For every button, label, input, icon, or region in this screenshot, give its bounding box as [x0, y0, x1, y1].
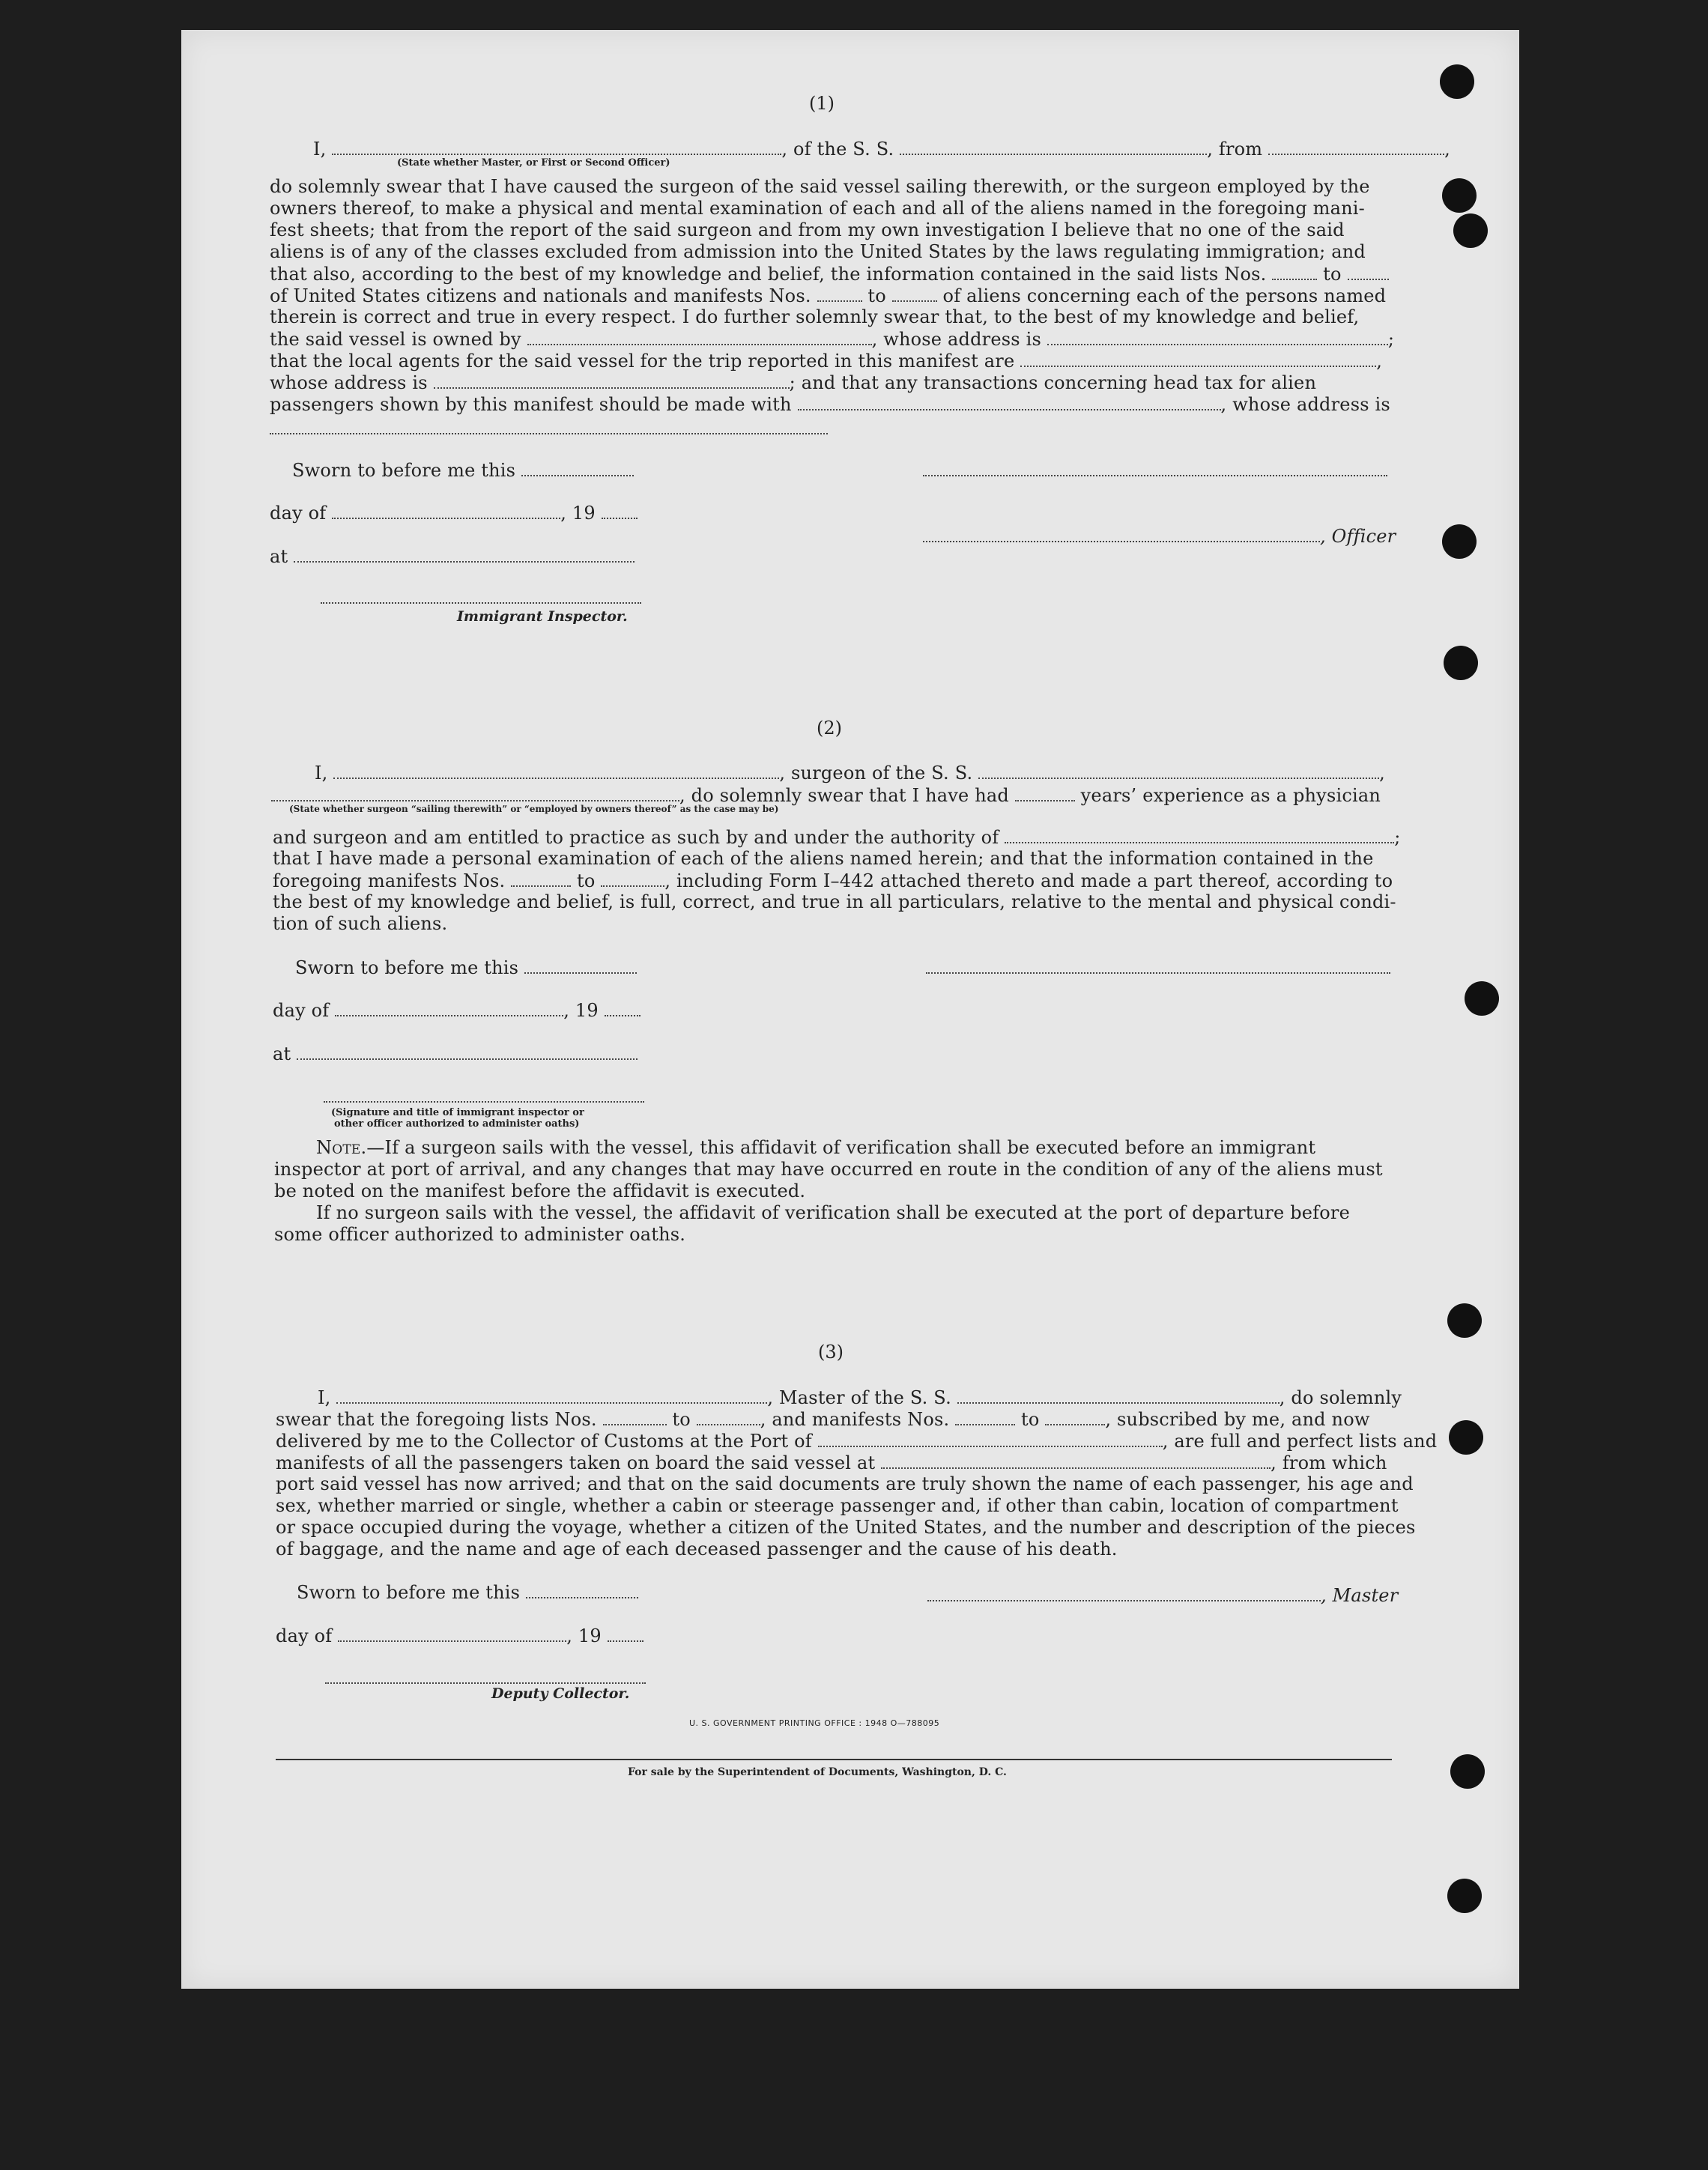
deputy-collector-caption: Deputy Collector. [491, 1685, 630, 1702]
s2-text: , do solemnly swear that I have had [679, 785, 1009, 806]
s1-text: to [867, 285, 886, 306]
s1-text: that the local agents for the said vessel for the trip reported in this manifest are [270, 351, 1015, 372]
s1-text: , of the S. S. [781, 139, 894, 160]
punch-hole [1447, 1303, 1482, 1338]
s3-line-3 [276, 1429, 1437, 1452]
officer-title-field[interactable] [923, 524, 1320, 542]
s1-line-8: therein is correct and true in every respect. I do further solemnly swear that, to the best of my knowledge and belief, [270, 306, 1360, 327]
s1-sworn [292, 458, 634, 482]
s1-text: , 19 [560, 503, 596, 524]
s3-line-5: port said vessel has now arrived; and that on the said documents are truly shown the name of each passenger, his age and [276, 1473, 1414, 1494]
s2-text: , [1379, 763, 1386, 784]
s2-month-field[interactable] [335, 998, 563, 1016]
s2-text: day of [273, 1000, 330, 1021]
s1-text: of United States citizens and nationals and manifests Nos. [270, 285, 811, 306]
s1-text: I, [313, 139, 327, 160]
customs-port-field[interactable] [818, 1429, 1163, 1447]
master-name-field[interactable] [336, 1386, 767, 1404]
s3-vessel-field[interactable] [957, 1386, 1280, 1404]
departure-port-field[interactable] [881, 1451, 1271, 1469]
lists-from-field[interactable] [1272, 262, 1317, 280]
s3-master [927, 1583, 1398, 1607]
s2-line-7: tion of such aliens. [273, 913, 448, 934]
s1-text: ; and that any transactions concerning head tax for alien [789, 372, 1317, 393]
s3-line-7: or space occupied during the voyage, whether a citizen of the United States, and the number and description of the pieces [276, 1517, 1416, 1538]
agent-address-field[interactable] [434, 371, 790, 389]
punch-hole [1447, 1879, 1482, 1913]
s1-text: passengers shown by this manifest should be made with [270, 394, 792, 415]
s2-day-of [273, 998, 640, 1022]
s3-line-6: sex, whether married or single, whether a cabin or steerage passenger and, if other than cabin, location of compartment [276, 1495, 1399, 1516]
punch-hole [1442, 178, 1477, 213]
s3-text: , 19 [566, 1625, 602, 1646]
s1-line-6 [270, 262, 1389, 285]
sworn-day-field[interactable] [521, 458, 634, 476]
s1-text: , [1444, 139, 1450, 160]
place-field[interactable] [294, 545, 635, 563]
s3-month-field[interactable] [338, 1624, 566, 1642]
s2-text: , 19 [563, 1000, 599, 1021]
s2-vessel-field[interactable] [978, 761, 1379, 779]
collector-signature-line[interactable] [325, 1682, 646, 1684]
s1-line-4: fest sheets; that from the report of the said surgeon and from my own investigation I believe that no one of the said [270, 219, 1345, 240]
s2-line-6: the best of my knowledge and belief, is full, correct, and true in all particulars, relative to the mental and physical condi- [273, 891, 1396, 912]
s2-text: Sworn to before me this [295, 957, 519, 978]
s1-text: Sworn to before me this [292, 460, 516, 481]
s3-sworn-day-field[interactable] [526, 1580, 638, 1598]
s3-text: manifests of all the passengers taken on board the said vessel at [276, 1452, 876, 1473]
vessel-name-field[interactable] [900, 137, 1207, 155]
s2-text: ; [1394, 827, 1401, 848]
s2-text: , surgeon of the S. S. [779, 763, 973, 784]
punch-hole [1442, 524, 1477, 559]
s2-note-1 [316, 1136, 1315, 1159]
punch-hole [1440, 64, 1474, 99]
s3-text: day of [276, 1625, 333, 1646]
s1-text: the said vessel is owned by [270, 329, 521, 350]
s2-text: years’ experience as a physician [1080, 785, 1381, 806]
inspector-signature-line[interactable] [321, 602, 641, 604]
s2-text: , including Form I–442 attached thereto and made a part thereof, according to [664, 870, 1393, 891]
s2-at [273, 1042, 638, 1065]
s1-text: whose address is [270, 372, 428, 393]
year-field[interactable] [602, 501, 638, 519]
section-1-number: (1) [809, 93, 835, 114]
s3-manifests-from-field[interactable] [955, 1407, 1015, 1425]
s1-text: , Officer [1320, 526, 1396, 547]
officer-signature-line[interactable] [923, 475, 1387, 476]
s3-text: , and manifests Nos. [760, 1409, 950, 1430]
s3-line-1 [318, 1386, 1402, 1409]
s2-status-note: (State whether surgeon “sailing therewith” or “employed by owners thereof” as the case may be) [289, 804, 779, 814]
head-tax-contact-field[interactable] [798, 393, 1221, 410]
s1-text: to [1323, 264, 1342, 285]
s3-text: I, [318, 1387, 331, 1408]
owner-address-field[interactable] [1047, 327, 1388, 345]
s1-line-5: aliens is of any of the classes excluded from admission into the United States by the laws regulating immigration; and [270, 241, 1366, 262]
s1-at [270, 545, 635, 568]
s3-day-of [276, 1624, 643, 1647]
s1-text: , from [1207, 139, 1263, 160]
gpo-imprint: U. S. GOVERNMENT PRINTING OFFICE : 1948 O—788095 [689, 1718, 940, 1728]
s3-text: to [1021, 1409, 1040, 1430]
s2-sworn-day-field[interactable] [524, 956, 637, 974]
s2-signature-line[interactable] [324, 1101, 644, 1103]
s2-sworn [295, 956, 637, 979]
local-agents-field[interactable] [1020, 349, 1376, 367]
s2-text: foregoing manifests Nos. [273, 870, 506, 891]
s3-line-4 [276, 1451, 1387, 1474]
s2-text: I, [315, 763, 328, 784]
years-experience-field[interactable] [1015, 784, 1075, 801]
section-3-number: (3) [818, 1342, 844, 1363]
s1-text: day of [270, 503, 327, 524]
s3-text: , Master of the S. S. [767, 1387, 951, 1408]
s3-text: to [672, 1409, 691, 1430]
note-label: Note. [316, 1137, 367, 1158]
s3-text: , are full and perfect lists and [1162, 1431, 1438, 1452]
s3-text: , do solemnly [1279, 1387, 1402, 1408]
section-2-number: (2) [817, 718, 842, 739]
s3-lists-from-field[interactable] [603, 1407, 667, 1425]
s3-text: , from which [1271, 1452, 1387, 1473]
port-from-field[interactable] [1268, 137, 1444, 155]
punch-hole [1450, 1754, 1485, 1789]
s1-line-10 [270, 349, 1382, 372]
s1-text: , whose address is [1220, 394, 1390, 415]
s3-sworn [297, 1580, 638, 1604]
s2-sig-note-1: (Signature and title of immigrant inspector or [331, 1107, 584, 1118]
s1-rank-note: (State whether Master, or First or Second Officer) [397, 157, 670, 169]
s2-line-4: that I have made a personal examination of each of the aliens named herein; and that the information contained in the [273, 848, 1374, 869]
s3-text: , Master [1321, 1585, 1399, 1606]
s2-manifests-to-field[interactable] [601, 869, 664, 887]
s2-manifests-from-field[interactable] [511, 869, 571, 887]
surgeon-name-field[interactable] [333, 761, 779, 779]
punch-hole [1465, 981, 1499, 1016]
s1-line-11 [270, 371, 1316, 394]
officer-rank-field[interactable] [332, 137, 781, 155]
s3-text: swear that the foregoing lists Nos. [276, 1409, 597, 1430]
s3-text: , subscribed by me, and now [1105, 1409, 1370, 1430]
s1-line-3: owners thereof, to make a physical and mental examination of each and all of the aliens named in the foregoing mani- [270, 198, 1365, 219]
s3-lists-to-field[interactable] [697, 1407, 760, 1425]
owner-field[interactable] [527, 327, 872, 345]
s1-text: that also, according to the best of my knowledge and belief, the information contained in the said lists Nos. [270, 264, 1267, 285]
s2-place-field[interactable] [297, 1042, 638, 1060]
s2-sig-note-2: other officer authorized to administer oaths) [334, 1118, 580, 1130]
s3-line-8: of baggage, and the name and age of each deceased passenger and the cause of his death. [276, 1539, 1118, 1560]
s3-year-field[interactable] [608, 1624, 643, 1642]
s2-line-3 [273, 825, 1401, 849]
manifests-from-field[interactable] [817, 284, 862, 302]
s1-text: ; [1387, 329, 1395, 350]
s3-manifests-to-field[interactable] [1045, 1407, 1105, 1425]
s1-line-12 [270, 393, 1390, 416]
sale-notice: For sale by the Superintendent of Documents, Washington, D. C. [628, 1766, 1007, 1778]
punch-hole [1453, 213, 1488, 248]
s2-text: to [577, 870, 596, 891]
s2-note-5: some officer authorized to administer oaths. [274, 1224, 686, 1245]
s1-day-of [270, 501, 638, 524]
s2-line-5 [273, 869, 1393, 892]
s2-note-2: inspector at port of arrival, and any changes that may have occurred en route in the condition of any of the aliens must [274, 1159, 1383, 1180]
month-field[interactable] [332, 501, 560, 519]
surgeon-signature-line[interactable] [926, 972, 1390, 974]
head-tax-address-field[interactable] [270, 433, 828, 434]
s1-line-7 [270, 284, 1386, 307]
s3-text: Sworn to before me this [297, 1582, 521, 1603]
punch-hole [1449, 1420, 1483, 1455]
surgeon-status-field[interactable] [271, 784, 679, 801]
s1-text: at [270, 546, 288, 567]
s2-text: at [273, 1043, 291, 1064]
lists-to-field[interactable] [1348, 262, 1389, 280]
s1-text: , [1376, 351, 1383, 372]
punch-hole [1444, 646, 1478, 680]
s1-text: of aliens concerning each of the persons named [942, 285, 1387, 306]
s1-line-2: do solemnly swear that I have caused the surgeon of the said vessel sailing therewith, or the surgeon employed by the [270, 176, 1370, 197]
s2-text: and surgeon and am entitled to practice as such by and under the authority of [273, 827, 999, 848]
authority-field[interactable] [1005, 825, 1394, 843]
s2-year-field[interactable] [605, 998, 640, 1016]
s1-officer [923, 524, 1396, 548]
immigrant-inspector-caption: Immigrant Inspector. [457, 608, 628, 625]
s3-text: delivered by me to the Collector of Customs at the Port of [276, 1431, 812, 1452]
s2-text: —If a surgeon sails with the vessel, this affidavit of verification shall be executed before an immigrant [366, 1137, 1316, 1158]
s3-line-2 [276, 1407, 1370, 1431]
s1-line-9 [270, 327, 1394, 351]
s2-note-4: If no surgeon sails with the vessel, the affidavit of verification shall be executed at the port of departure before [316, 1202, 1350, 1223]
manifests-to-field[interactable] [892, 284, 937, 302]
s2-line-1 [315, 761, 1385, 784]
footer-rule [276, 1759, 1392, 1760]
s2-note-3: be noted on the manifest before the affidavit is executed. [274, 1181, 806, 1201]
s1-text: , whose address is [871, 329, 1041, 350]
master-signature-field[interactable] [927, 1583, 1321, 1601]
